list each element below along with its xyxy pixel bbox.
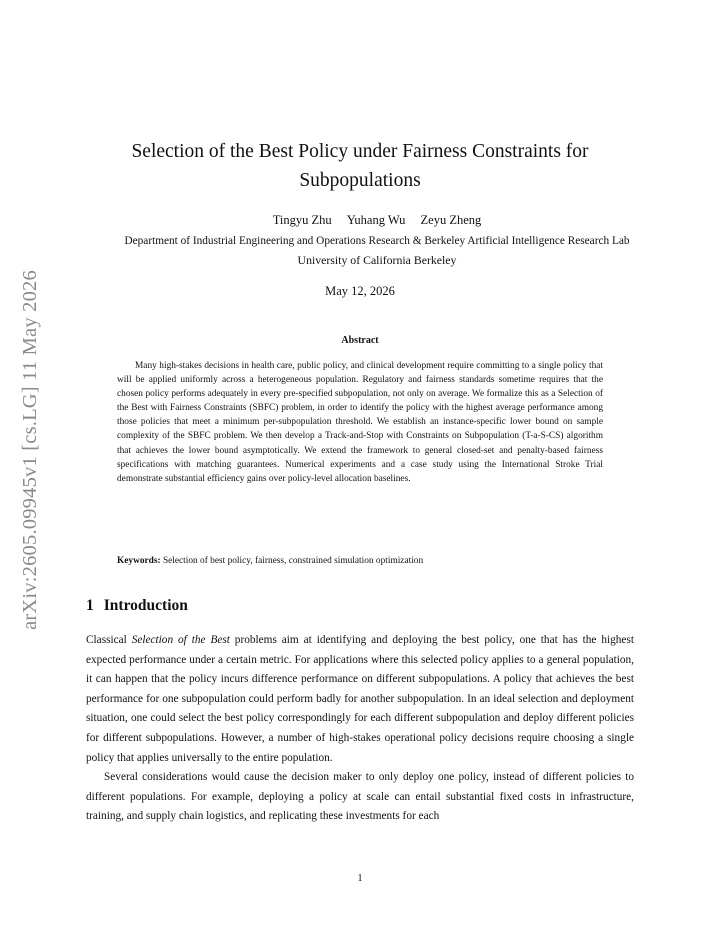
paper-date: May 12, 2026 xyxy=(325,284,395,298)
paragraph xyxy=(86,631,634,768)
emphasis-text: Selection of the Best xyxy=(131,634,230,646)
affiliation-department: Department of Industrial Engineering and Operations Research & Berkeley Artificial Intelligence Research Lab xyxy=(124,235,630,247)
author-name: Zeyu Zheng xyxy=(420,213,482,227)
paper-title: Selection of the Best Policy under Fairness Constraints for Subpopulations xyxy=(131,141,589,191)
paragraph: Several considerations would cause the decision maker to only deploy one policy, instead of different policies to different populations. For example, deploying a policy at scale can entail substantial fixed costs in infrastructure, training, and supply chain logistics, and replicating these investments for each xyxy=(86,771,634,823)
abstract-heading: Abstract xyxy=(341,335,379,346)
author-name: Yuhang Wu xyxy=(346,213,406,227)
page-number: 1 xyxy=(357,873,363,884)
abstract-text: Many high-stakes decisions in health care, public policy, and clinical development require committing to a single policy that will be applied uniformly across a heterogeneous population. Regulatory and fairness standards sometime requires that the chosen policy performs adequately in every pre-specified subpopulation, not only on average. We formalize this as a Selection of the Best with Fairness Constraints (SBFC) problem, in order to identify the policy with the highest average performance among those policies that meet a minimum per-subpopulation threshold. We establish an instance-specific lower bound on sample complexity of the SBFC problem. We then develop a Track-and-Stop with Constraints on Subpopulation (T-a-S-CS) algorithm that achieves the lower bound asymptotically. We extend the framework to general closed-set and penalty-based fairness specifications with matching guarantees. Numerical experiments and a case study using the International Stroke Trial demonstrate substantial efficiency gains over policy-level allocation baselines. xyxy=(117,361,603,484)
keywords xyxy=(117,555,603,568)
author-name: Tingyu Zhu xyxy=(272,213,332,227)
section-title: Introduction xyxy=(103,597,188,614)
author-list xyxy=(0,212,720,228)
section-number: 1 xyxy=(86,597,94,614)
affiliation-university: University of California Berkeley xyxy=(297,253,457,267)
paragraph-text: Classical xyxy=(86,634,132,646)
keywords-label: Keywords: xyxy=(117,556,161,566)
arxiv-identifier: arXiv:2605.09945v1 [cs.LG] 11 May 2026 xyxy=(19,270,41,630)
section-heading xyxy=(86,596,188,616)
paragraph-text: problems aim at identifying and deploying the best policy, one that has the highest expected performance under a certain metric. For applications where this selected policy applies to a general population, it can happen that the policy incurs difference performance on different subpopulations. A policy that achieves the best performance for one subpopulation could perform badly for another subpopulation. In an ideal selection and deployment situation, one could select the best policy correspondingly for each different subpopulation and deploy different policies for different subpopulations. However, a number of high-stakes operational policy decisions require choosing a single policy that applies universally to the entire population. xyxy=(86,634,634,764)
keywords-text: Selection of best policy, fairness, constrained simulation optimization xyxy=(162,556,424,566)
introduction-body xyxy=(86,631,634,827)
